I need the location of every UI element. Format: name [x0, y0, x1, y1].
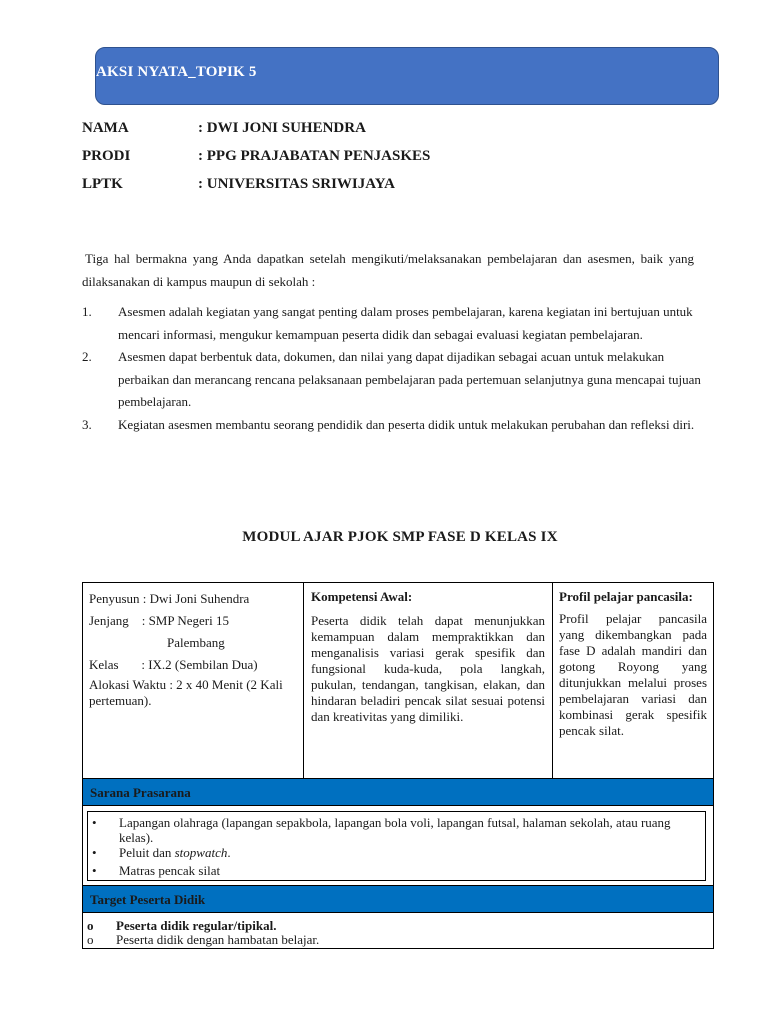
list-text: Asesmen dapat berbentuk data, dokumen, dan nilai yang dapat dijadikan sebagai acuan untuk melakukan perbaikan dan merancang rencana pelaksanaan pembelajaran pada pertemuan selanjutnya guna mencapai tujuan pembelajaran.	[118, 349, 701, 409]
kompetensi-heading: Kompetensi Awal:	[311, 589, 413, 604]
list-item	[82, 301, 710, 346]
list-number: 3.	[82, 416, 92, 432]
identity-label: PRODI	[82, 148, 131, 164]
reflection-list	[82, 301, 710, 436]
list-number: 1.	[82, 304, 92, 319]
list-item	[82, 346, 710, 414]
list-item	[87, 933, 707, 947]
target-text: Peserta didik regular/tipikal.	[116, 918, 277, 933]
list-item	[87, 919, 707, 933]
sarana-item-italic: stopwatch	[174, 845, 228, 860]
alokasi-text: Alokasi Waktu : 2 x 40 Menit (2 Kali pertemuan).	[89, 677, 283, 708]
list-number: 2.	[82, 349, 92, 364]
list-text: Kegiatan asesmen membantu seorang pendidik dan peserta didik untuk melakukan perubahan dan refleksi diri.	[118, 416, 695, 432]
list-marker: o	[87, 932, 94, 947]
modul-title: MODUL AJAR PJOK SMP FASE D KELAS IX	[242, 529, 558, 545]
intro-paragraph: Tiga hal bermakna yang Anda dapatkan setelah mengikuti/melaksanakan pembelajaran dan asesmen, baik yang dilaksanakan di kampus maupun di sekolah :	[82, 251, 694, 289]
sarana-heading: Sarana Prasarana	[90, 785, 191, 800]
target-list	[87, 919, 707, 947]
kelas-text: Kelas : IX.2 (Sembilan Dua)	[89, 657, 258, 672]
list-text: Asesmen adalah kegiatan yang sangat penting dalam proses pembelajaran, karena kegiatan ini bertujuan untuk mencari informasi, mengukur kemampuan peserta didik dan sebagai evaluasi kegiatan pembelajaran.	[118, 304, 693, 342]
sarana-box	[87, 811, 706, 881]
list-marker: o	[87, 918, 94, 933]
sarana-heading-bar	[83, 778, 713, 806]
target-heading-bar	[83, 885, 713, 913]
target-heading: Target Peserta Didik	[90, 892, 206, 907]
identity-value: : UNIVERSITAS SRIWIJAYA	[198, 176, 396, 192]
kompetensi-text: Peserta didik telah dapat menunjukkan kemampuan dalam mempraktikkan dan menganalisis variasi gerak spesifik dan fungsional kuda-kuda, pola langkah, pukulan, tendangan, tangkisan, elakan, dan hindaran beladiri pencak silat sesuai potensi dan kreativitas yang dimiliki.	[311, 613, 545, 724]
list-item	[88, 845, 699, 860]
sarana-list	[88, 815, 699, 878]
identity-label: NAMA	[82, 120, 129, 136]
title-banner	[95, 47, 719, 105]
sarana-item-end: .	[227, 845, 231, 860]
modul-table	[82, 582, 714, 949]
profil-heading: Profil pelajar pancasila:	[559, 589, 693, 604]
list-item: • Lapangan olahraga (lapangan sepakbola, lapangan bola voli, lapangan futsal, halaman sekolah, atau ruang kelas).	[88, 815, 699, 845]
list-item: • Matras pencak silat	[88, 863, 699, 878]
penyusun-text: Penyusun : Dwi Joni Suhendra	[89, 591, 250, 606]
sarana-item-text: Peluit dan	[119, 845, 175, 860]
kompetensi-cell	[304, 583, 553, 778]
target-text: Peserta didik dengan hambatan belajar.	[116, 932, 320, 947]
jenjang-text: Jenjang : SMP Negeri 15	[89, 613, 229, 628]
identity-label: LPTK	[82, 176, 123, 192]
identity-value: : DWI JONI SUHENDRA	[198, 120, 366, 136]
identity-value: : PPG PRAJABATAN PENJASKES	[198, 148, 431, 164]
profil-cell	[553, 583, 713, 778]
info-cell	[83, 583, 304, 778]
profil-text: Profil pelajar pancasila yang dikembangkan pada fase D adalah mandiri dan gotong Royong yang ditunjukkan melalui proses pembelajaran variasi dan kombinasi gerak spesifik pencak silat.	[559, 611, 707, 738]
banner-title: AKSI NYATA_TOPIK 5	[96, 64, 257, 80]
jenjang-cont-text: Palembang	[167, 635, 225, 650]
list-item	[82, 414, 710, 437]
